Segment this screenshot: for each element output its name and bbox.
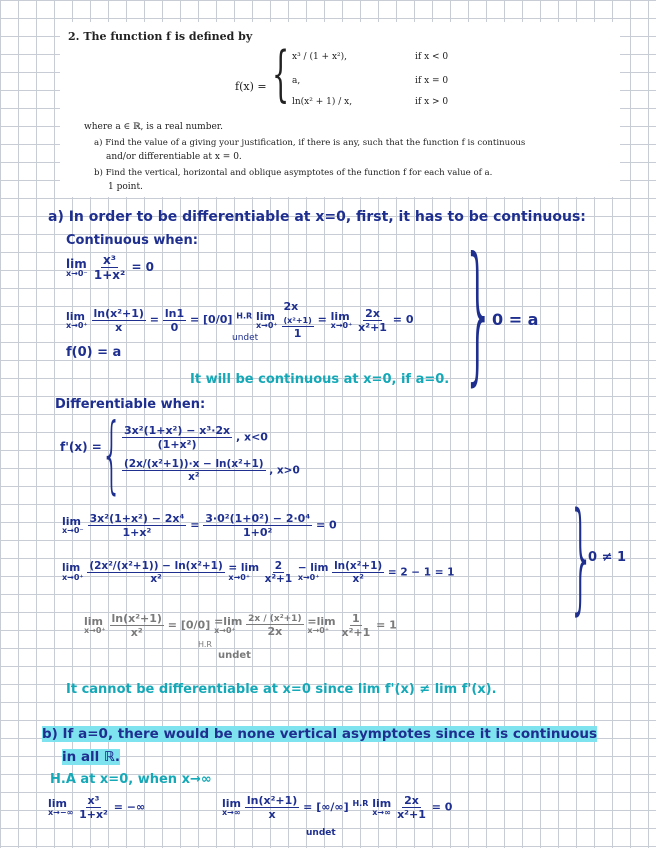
fprime-brace: {: [101, 405, 123, 503]
case-3-cond: if x > 0: [415, 97, 449, 107]
case-3-expr: ln(x² + 1) / x,: [292, 97, 353, 107]
part-b-line: b) Find the vertical, horizontal and oblique asymptotes of the function f for each value of a.: [94, 168, 493, 178]
derivative-limit-right: lim x→0⁺ $\frac{\text{(2x²/(x²+1)) − ln(x²+1)}}{\text{x²}}$ = lim x→0⁺ $\frac{2}{\text{x²+1}}$ − lim x→0⁺ $\frac{\text{ln(x²+1)}}{\text{x²}}$ = 2 − 1 = 1: [62, 560, 455, 585]
hr-label-grey: H.R: [198, 640, 212, 649]
limit-left-line: lim x→0⁻ $\frac{\text{x³}}{\text{1+x²}}$ = 0: [66, 253, 155, 282]
fprime-case-2: $\frac{\text{(2x/(x²+1))·x − ln(x²+1)}}{\text{x²}}$ , x>0: [124, 458, 300, 483]
problem-statement: [60, 22, 620, 197]
case-2-expr: a,: [292, 76, 301, 86]
part-b-line-1: b) If a=0, there would be none vertical asymptotes since it is continuous: [42, 726, 597, 742]
part-a-line-2: and/or differentiable at x = 0.: [106, 152, 242, 162]
grey-sub-limit: lim x→0⁺ $\frac{\text{ln(x²+1)}}{\text{x²}}$ = [0/0] =lim x→0⁺ $\frac{\text{2x / (x²+1)}}{2x}$ =lim x→0⁺ $\frac{1}{\text{x²+1}}$ = 1: [84, 612, 397, 639]
piecewise-brace: {: [272, 39, 290, 109]
ha-limit-2: lim x→∞ $\frac{\text{ln(x²+1)}}{x}$ = [∞/∞] $^{H.R}$ lim x→∞ $\frac{2x}{\text{x²+1}}$ = 0: [222, 794, 453, 821]
part-a-line-1: a) Find the value of a giving your justification, if there is any, such that the function f is continuous: [94, 138, 526, 148]
case-2-cond: if x = 0: [415, 76, 449, 86]
limit-right-line: lim x→0⁺ $\frac{\text{ln(x²+1)}}{x}$ = $\frac{\ln 1}{0}$ = [0/0] $^{H.R}$ lim x→0⁺ 2x (x²+1) 1 = lim x→0⁺ $\frac{2x}{\text{x²+1}}$ = 0: [66, 300, 414, 340]
derivative-limit-left: lim x→0⁻ $\frac{\text{3x²(1+x²) − 2x⁴}}{\text{1+x²}}$ = $\frac{\text{3·0²(1+0²) − 2·0⁴}}{\text{1+0²}}$ = 0: [62, 512, 337, 539]
function-label: f(x) =: [235, 80, 267, 93]
continuity-conclusion: It will be continuous at x=0, if a=0.: [190, 372, 450, 387]
horizontal-asymptote-title: H.A at x=0, when x→∞: [50, 772, 212, 787]
part-a-title: a) In order to be differentiable at x=0, first, it has to be continuous:: [48, 209, 586, 225]
problem-heading: 2. The function f is defined by: [68, 30, 253, 43]
ha-limit-1: lim x→−∞ $\frac{\text{x³}}{\text{1+x²}}$ = −∞: [48, 794, 146, 821]
case-1-expr: x³ / (1 + x²),: [292, 52, 347, 62]
part-b-line-2: in all ℝ.: [62, 749, 120, 765]
zero-neq-one: 0 ≠ 1: [588, 550, 627, 565]
where-text: where a ∈ ℝ, is a real number.: [84, 122, 223, 132]
fprime-label: f'(x) =: [60, 440, 102, 454]
zero-equals-a: 0 = a: [492, 310, 539, 329]
f-of-zero: f(0) = a: [66, 345, 122, 360]
fprime-case-1: $\frac{\text{3x²(1+x²) − x³·2x}}{\text{(1+x²)}}$ , x<0: [124, 424, 268, 451]
derivative-brace: }: [568, 488, 595, 627]
continuity-brace: }: [462, 226, 496, 400]
not-differentiable-conclusion: It cannot be differentiable at x=0 since lim f'(x) ≠ lim f'(x).: [66, 682, 497, 697]
case-1-cond: if x < 0: [415, 52, 449, 62]
undet-label-1: undet: [232, 333, 259, 343]
continuous-when: Continuous when:: [66, 233, 198, 248]
undet-label-grey: undet: [218, 650, 251, 661]
undet-label-ha: undet: [306, 828, 336, 838]
points-text: 1 point.: [108, 182, 143, 192]
differentiable-when: Differentiable when:: [55, 397, 206, 412]
